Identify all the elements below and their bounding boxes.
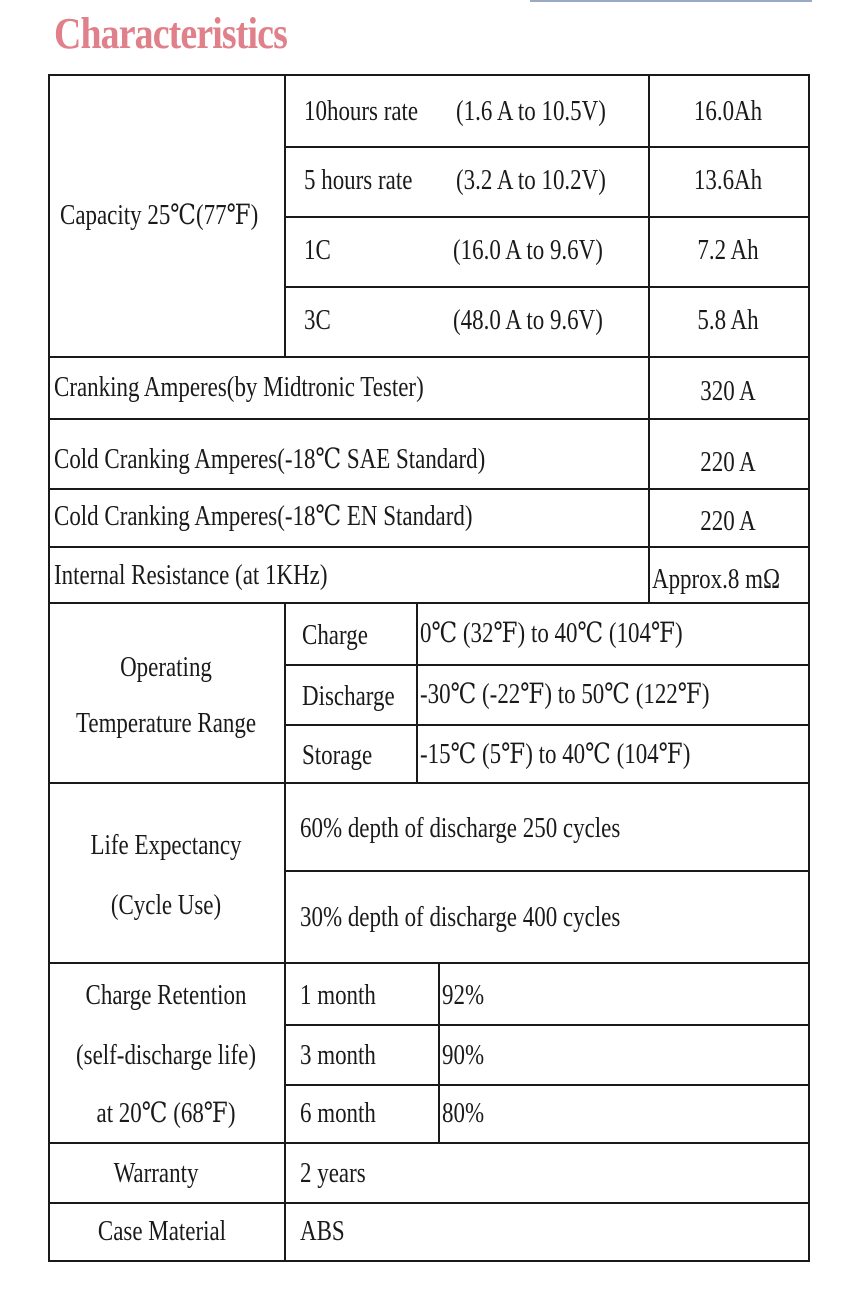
grid-line	[48, 546, 810, 548]
retention-value: 92%	[442, 980, 485, 1011]
temperature-mode: Discharge	[302, 681, 395, 712]
cca-en-label: Cold Cranking Amperes(-18℃ EN Standard)	[54, 501, 473, 532]
page-title: Characteristics	[54, 9, 287, 58]
life-row: 60% depth of discharge 250 cycles	[300, 813, 621, 844]
temperature-range: -15℃ (5℉) to 40℃ (104℉)	[420, 739, 691, 770]
grid-line	[438, 962, 440, 1144]
grid-line	[284, 870, 810, 872]
grid-line	[48, 488, 810, 490]
temperature-range: 0℃ (32℉) to 40℃ (104℉)	[420, 618, 683, 649]
capacity-value: 16.0Ah	[693, 96, 763, 127]
retention-period: 1 month	[300, 980, 376, 1011]
case-label: Case Material	[97, 1216, 227, 1247]
capacity-value: 5.8 Ah	[697, 305, 759, 336]
retention-value: 80%	[442, 1098, 485, 1129]
cca-sae-label: Cold Cranking Amperes(-18℃ SAE Standard)	[54, 444, 486, 475]
grid-line	[48, 1202, 810, 1204]
grid-line	[48, 962, 810, 964]
grid-line	[48, 602, 810, 604]
grid-line	[48, 356, 810, 358]
grid-line	[48, 418, 810, 420]
grid-line	[648, 74, 650, 602]
retention-period: 6 month	[300, 1098, 376, 1129]
capacity-value: 7.2 Ah	[697, 235, 759, 266]
temperature-label-line1: Operating	[120, 652, 212, 683]
grid-line	[284, 146, 810, 148]
grid-line	[284, 602, 286, 1262]
top-rule	[530, 0, 812, 2]
capacity-rate: 1C	[304, 235, 331, 266]
retention-label-line3: at 20℃ (68℉)	[96, 1098, 236, 1129]
grid-line	[48, 1142, 810, 1144]
retention-label-line2: (self-discharge life)	[76, 1040, 256, 1071]
temperature-mode: Charge	[302, 620, 368, 651]
grid-line	[48, 782, 810, 784]
capacity-rate: 10hours rate	[304, 96, 419, 127]
temperature-label-line2: Temperature Range	[75, 708, 257, 739]
cca-en-value: 220 A	[700, 506, 756, 537]
temperature-mode: Storage	[302, 740, 373, 771]
capacity-label: Capacity 25℃(77℉)	[60, 200, 259, 231]
grid-line	[284, 216, 810, 218]
resistance-label: Internal Resistance (at 1KHz)	[54, 560, 328, 591]
life-label-line2: (Cycle Use)	[110, 890, 222, 921]
capacity-condition: (3.2 A to 10.2V)	[456, 165, 606, 196]
warranty-value: 2 years	[300, 1158, 366, 1189]
retention-period: 3 month	[300, 1040, 376, 1071]
temperature-range: -30℃ (-22℉) to 50℃ (122℉)	[420, 679, 710, 710]
capacity-condition: (16.0 A to 9.6V)	[453, 235, 603, 266]
retention-value: 90%	[442, 1040, 485, 1071]
cranking-value: 320 A	[700, 376, 756, 407]
capacity-rate: 5 hours rate	[304, 165, 413, 196]
resistance-value: Approx.8 mΩ	[652, 564, 781, 595]
grid-line	[284, 664, 810, 666]
capacity-rate: 3C	[304, 305, 331, 336]
grid-line	[416, 602, 418, 784]
cranking-label: Cranking Amperes(by Midtronic Tester)	[54, 372, 424, 403]
warranty-label: Warranty	[113, 1158, 199, 1189]
capacity-condition: (1.6 A to 10.5V)	[456, 96, 606, 127]
grid-line	[284, 724, 810, 726]
grid-line	[284, 1084, 810, 1086]
life-label-line1: Life Expectancy	[90, 830, 242, 861]
capacity-value: 13.6Ah	[693, 165, 763, 196]
grid-line	[284, 1024, 810, 1026]
case-value: ABS	[300, 1216, 345, 1247]
grid-line	[284, 286, 810, 288]
life-row: 30% depth of discharge 400 cycles	[300, 902, 621, 933]
retention-label-line1: Charge Retention	[85, 980, 247, 1011]
capacity-condition: (48.0 A to 9.6V)	[453, 305, 603, 336]
cca-sae-value: 220 A	[700, 447, 756, 478]
grid-line	[284, 74, 286, 358]
